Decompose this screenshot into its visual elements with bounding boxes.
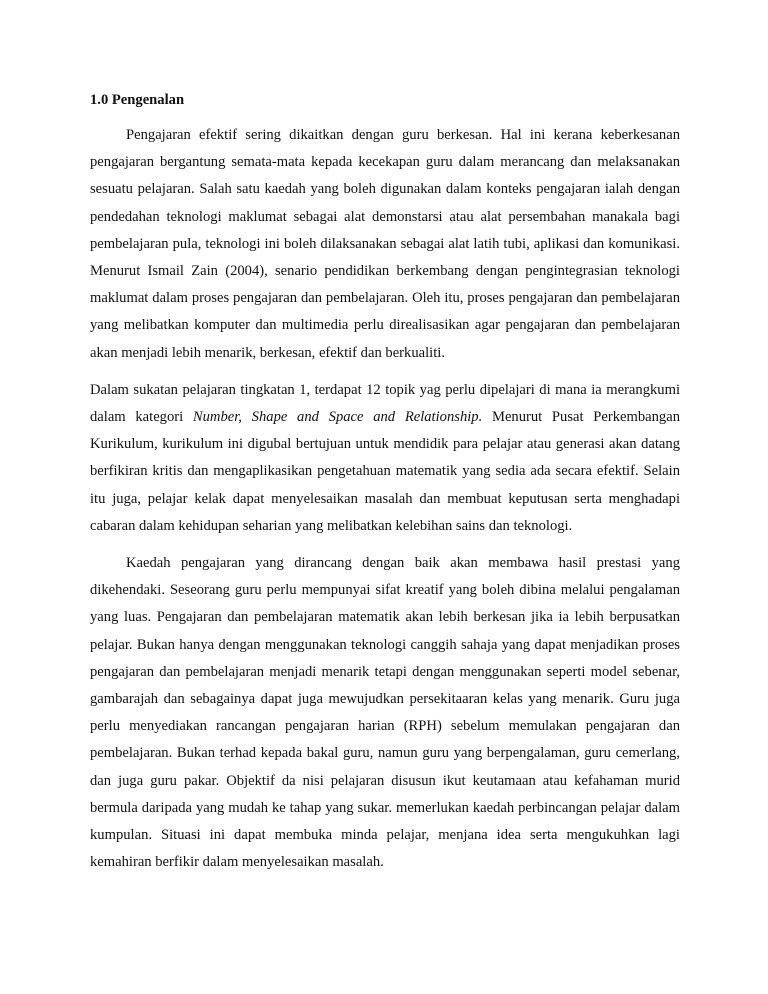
paragraph-introduction: Pengajaran efektif sering dikaitkan dengan guru berkesan. Hal ini kerana keberkesanan pengajaran bergantung semata-mata kepada kecekapan guru dalam merancang dan melaksanakan sesuatu pelajaran. Salah satu kaedah yang boleh digunakan dalam konteks pengajaran ialah dengan pendedahan teknologi maklumat sebagai alat demonstarsi atau alat persembahan manakala bagi pembelajaran pula, teknologi ini boleh dilaksanakan sebagai alat latih tubi, aplikasi dan komunikasi. Menurut Ismail Zain (2004), senario pendidikan berkembang dengan pengintegrasian teknologi maklumat dalam proses pengajaran dan pembelajaran. Oleh itu, proses pengajaran dan pembelajaran yang melibatkan komputer dan multimedia perlu direalisasikan agar pengajaran dan pembelajaran akan menjadi lebih menarik, berkesan, efektif dan berkualiti. — [90, 127, 680, 361]
paragraph-syllabus — [90, 377, 680, 540]
paragraph-syllabus-text-after: Menurut Pusat Perkembangan Kurikulum, kurikulum ini digubal bertujuan untuk mendidik para pelajar atau generasi akan datang berfikiran kritis dan mengaplikasikan pengetahuan matematik yang sedia ada secara efektif. Selain itu juga, pelajar kelak dapat menyelesaikan masalah dan membuat keputusan serta menghadapi cabaran dalam kehidupan seharian yang melibatkan kelebihan sains dan teknologi. — [90, 409, 680, 534]
paragraph-syllabus-text-before: Dalam sukatan pelajaran tingkatan 1, terdapat 12 topik yag perlu dipelajari di mana ia merangkumi dalam kategori — [90, 381, 680, 426]
paragraph-syllabus-italic-categories: Number, Shape and Space and Relationship. — [192, 409, 483, 426]
paragraph-teaching-methods: Kaedah pengajaran yang dirancang dengan baik akan membawa hasil prestasi yang dikehendaki. Seseorang guru perlu mempunyai sifat kreatif yang boleh dibina melalui pengalaman yang luas. Pengajaran dan pembelajaran matematik akan lebih berkesan jika ia lebih berpusatkan pelajar. Bukan hanya dengan menggunakan teknologi canggih sahaja yang dapat menjadikan proses pengajaran dan pembelajaran menjadi menarik tetapi dengan menggunakan seperti model sebenar, gambarajah dan sebagainya dapat juga mewujudkan persekitaaran kelas yang menarik. Guru juga perlu menyediakan rancangan pengajaran harian (RPH) sebelum memulakan pengajaran dan pembelajaran. Bukan terhad kepada bakal guru, namun guru yang berpengalaman, guru cemerlang, dan juga guru pakar. Objektif da nisi pelajaran disusun ikut keutamaan atau kefahaman murid bermula daripada yang mudah ke tahap yang sukar. memerlukan kaedah perbincangan pelajar dalam kumpulan. Situasi ini dapat membuka minda pelajar, menjana idea serta mengukuhkan lagi kemahiran berfikir dalam menyelesaikan masalah. — [90, 555, 680, 871]
document-body — [90, 88, 680, 886]
section-heading: 1.0 Pengenalan — [90, 92, 185, 108]
